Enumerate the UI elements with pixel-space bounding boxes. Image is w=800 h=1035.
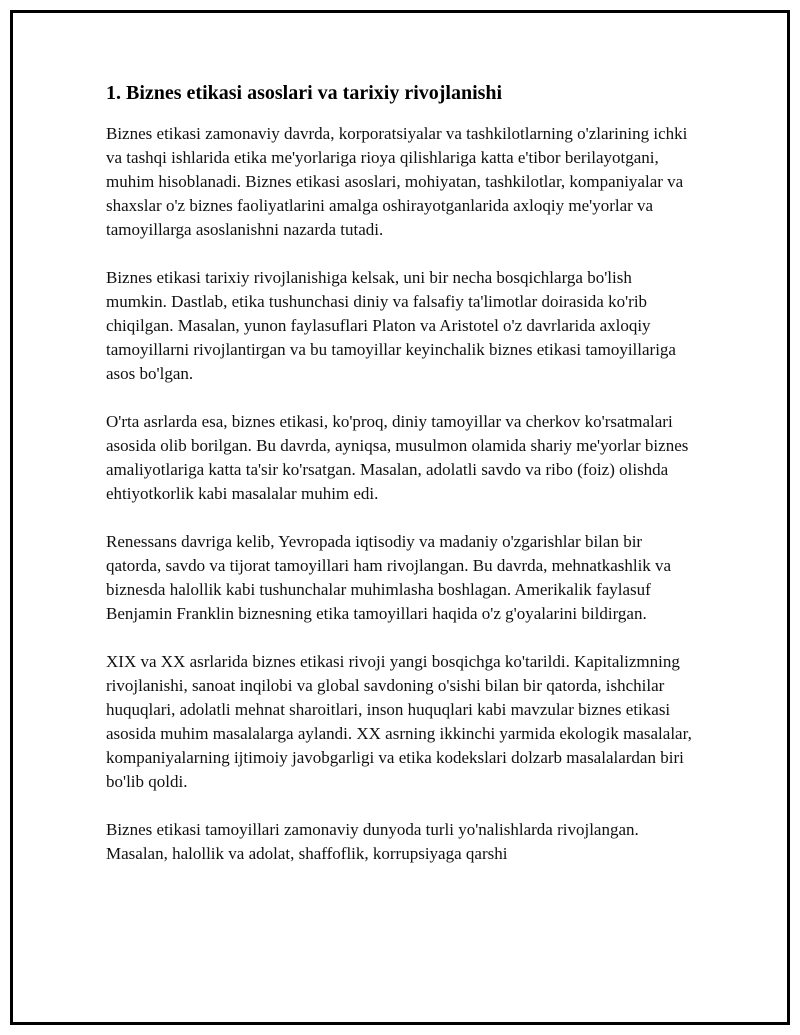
document-body	[106, 80, 696, 890]
paragraph-middle-ages: O'rta asrlarda esa, biznes etikasi, ko'proq, diniy tamoyillar va cherkov ko'rsatmalari asosida olib borilgan. Bu davrda, ayniqsa, musulmon olamida shariy me'yorlar biznes amaliyotlariga katta ta'sir ko'rsatgan. Masalan, adolatli savdo va ribo (foiz) olishda ehtiyotkorlik kabi masalalar muhim edi.	[106, 412, 689, 503]
paragraph-history: Biznes etikasi tarixiy rivojlanishiga kelsak, uni bir necha bosqichlarga bo'lish mumkin. Dastlab, etika tushunchasi diniy va falsafiy ta'limotlar doirasida ko'rib chiqilgan. Masalan, yunon faylasuflari Platon va Aristotel o'z davrlarida axloqiy tamoyillarni rivojlantirgan va bu tamoyillar keyinchalik biznes etikasi tamoyillariga asos bo'lgan.	[106, 268, 676, 383]
paragraph-modern-principles: Biznes etikasi tamoyillari zamonaviy dunyoda turli yo'nalishlarda rivojlangan. Masalan, halollik va adolat, shaffoflik, korrupsiyaga qarshi	[106, 820, 639, 863]
paragraph-intro: Biznes etikasi zamonaviy davrda, korporatsiyalar va tashkilotlarning o'zlarining ichki va tashqi ishlarida etika me'yorlariga rioya qilishlariga katta e'tibor berilayotgani, muhim hisoblanadi. Biznes etikasi asoslari, mohiyatan, tashkilotlar, kompaniyalar va shaxslar o'z biznes faoliyatlarini amalga oshirayotganlarida axloqiy me'yorlar va tamoyillarga asoslanishni nazarda tutadi.	[106, 124, 688, 239]
section-heading: 1. Biznes etikasi asoslari va tarixiy rivojlanishi	[106, 82, 503, 104]
paragraph-renaissance: Renessans davriga kelib, Yevropada iqtisodiy va madaniy o'zgarishlar bilan bir qatorda, savdo va tijorat tamoyillari ham rivojlangan. Bu davrda, mehnatkashlik va biznesda halollik kabi tushunchalar muhimlasha boshlagan. Amerikalik faylasuf Benjamin Franklin biznesning etika tamoyillari haqida o'z g'oyalarini bildirgan.	[106, 532, 672, 623]
paragraph-19-20-century: XIX va XX asrlarida biznes etikasi rivoji yangi bosqichga ko'tarildi. Kapitalizmning rivojlanishi, sanoat inqilobi va global savdoning o'sishi bilan bir qatorda, ishchilar huquqlari, adolatli mehnat sharoitlari, inson huquqlari kabi mavzular biznes etikasi asosida muhim masalalarga aylandi. XX asrning ikkinchi yarmida ekologik masalalar, kompaniyalarning ijtimoiy javobgarligi va etika kodekslari dolzarb masalalardan biri bo'lib qoldi.	[106, 652, 692, 791]
